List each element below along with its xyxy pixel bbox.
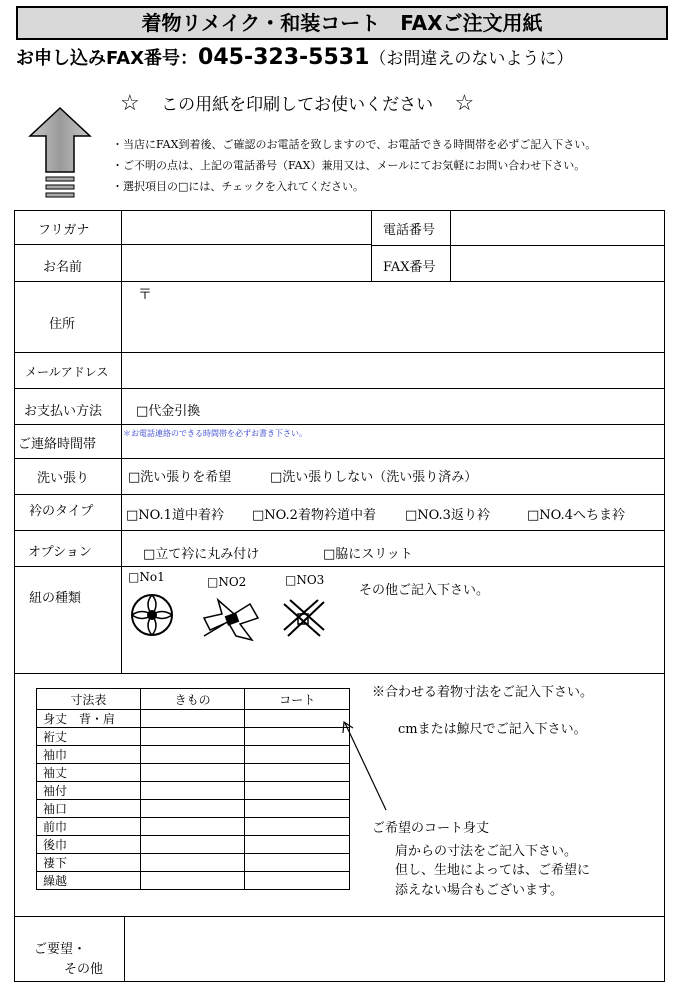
- table-row: [37, 746, 350, 764]
- coat-cell[interactable]: [245, 728, 350, 746]
- string-other-note: その他ご記入下さい。: [359, 583, 490, 598]
- fax-number-line: [16, 44, 573, 70]
- coat-length-title: ご希望のコート身丈: [372, 821, 490, 836]
- fax-label: FAX番号: [383, 260, 436, 275]
- dimension-label: 袖巾: [37, 746, 141, 764]
- kimono-cell[interactable]: [140, 746, 245, 764]
- coat-length-note-2: 但し、生地によっては、ご希望に: [395, 863, 591, 878]
- dimension-header: きもの: [140, 689, 245, 710]
- dimension-label: 褄下: [37, 854, 141, 872]
- form-title: 着物リメイク・和装コート FAXご注文用紙: [16, 6, 668, 40]
- table-row: [37, 710, 350, 728]
- kimono-cell[interactable]: [140, 854, 245, 872]
- kimono-cell[interactable]: [140, 728, 245, 746]
- postal-mark: 〒: [138, 287, 152, 303]
- table-row: [37, 800, 350, 818]
- table-row: [37, 872, 350, 890]
- dimension-label: 前巾: [37, 818, 141, 836]
- coat-cell[interactable]: [245, 764, 350, 782]
- note-line: ・当店にFAX到着後、ご確認のお電話を致しますので、お電話できる時間帯を必ずご記入下さい。: [112, 138, 597, 151]
- contact-time-note: ＊お電話連絡のできる時間帯を必ずお書き下さい。: [123, 429, 307, 438]
- note-line: ・選択項目の□には、チェックを入れてください。: [112, 180, 365, 193]
- phone-label: 電話番号: [383, 223, 436, 238]
- dimension-label: 後巾: [37, 836, 141, 854]
- star-icon: ☆: [120, 91, 140, 116]
- kimono-cell[interactable]: [140, 800, 245, 818]
- coat-cell[interactable]: [245, 872, 350, 890]
- email-label: メールアドレス: [25, 365, 109, 379]
- coat-cell[interactable]: [245, 746, 350, 764]
- dimension-header: 寸法表: [37, 689, 141, 710]
- string-no3-checkbox[interactable]: □NO3: [285, 573, 325, 587]
- payment-label: お支払い方法: [24, 404, 103, 419]
- contact-time-label: ご連絡時間帯: [18, 437, 97, 452]
- wash-no-checkbox[interactable]: □洗い張りしない（洗い張り済み）: [270, 470, 478, 485]
- fax-number: 045-323-5531: [198, 45, 370, 70]
- string-no1-illustration-icon: [126, 590, 178, 640]
- dimension-header: コート: [245, 689, 350, 710]
- fax-note: （お問違えのないように）: [369, 49, 574, 69]
- payment-cod-checkbox[interactable]: □代金引換: [136, 404, 201, 419]
- dimension-label: 袖付: [37, 782, 141, 800]
- print-notice: [120, 90, 474, 116]
- kimono-cell[interactable]: [140, 710, 245, 728]
- coat-length-note-3: 添えない場合もございます。: [395, 883, 563, 898]
- string-no3-illustration-icon: [280, 598, 328, 640]
- furigana-label: フリガナ: [38, 223, 90, 238]
- address-label: 住所: [49, 317, 76, 332]
- coat-cell[interactable]: [245, 854, 350, 872]
- string-no1-checkbox[interactable]: □No1: [128, 570, 165, 584]
- table-row: [37, 764, 350, 782]
- table-row: [37, 836, 350, 854]
- string-no2-checkbox[interactable]: □NO2: [207, 575, 247, 589]
- collar-no2-checkbox[interactable]: □NO.2着物衿道中着: [252, 508, 376, 523]
- dimension-label: 袖口: [37, 800, 141, 818]
- coat-cell[interactable]: [245, 818, 350, 836]
- string-type-label: 紐の種類: [29, 591, 82, 606]
- table-row: [37, 728, 350, 746]
- table-row: [37, 782, 350, 800]
- coat-cell[interactable]: [245, 782, 350, 800]
- kimono-cell[interactable]: [140, 818, 245, 836]
- requests-label-1: ご要望・: [34, 942, 87, 957]
- collar-no1-checkbox[interactable]: □NO.1道中着衿: [126, 508, 224, 523]
- dimension-label: 裄丈: [37, 728, 141, 746]
- coat-length-note-1: 肩からの寸法をご記入下さい。: [395, 844, 578, 859]
- table-row: [37, 854, 350, 872]
- option-round-collar-checkbox[interactable]: □立て衿に丸み付け: [143, 547, 260, 562]
- dimension-label: 袖丈: [37, 764, 141, 782]
- kimono-cell[interactable]: [140, 764, 245, 782]
- instruction-notes: [112, 134, 596, 197]
- star-icon: ☆: [454, 91, 475, 116]
- option-label: オプション: [28, 545, 92, 560]
- requests-label-2: その他: [64, 962, 104, 977]
- collar-label: 衿のタイプ: [29, 504, 94, 519]
- fax-label: お申し込みFAX番号：: [16, 48, 199, 69]
- collar-no4-checkbox[interactable]: □NO.4へちま衿: [527, 508, 625, 523]
- print-notice-text: この用紙を印刷してお使いください: [161, 95, 434, 115]
- kimono-cell[interactable]: [140, 782, 245, 800]
- kimono-cell[interactable]: [140, 836, 245, 854]
- string-no2-illustration-icon: [200, 596, 264, 644]
- option-slit-checkbox[interactable]: □脇にスリット: [323, 547, 413, 562]
- note-line: ・ご不明の点は、上記の電話番号（FAX）兼用又は、メールにてお気軽にお問い合わせ下さい。: [112, 159, 586, 172]
- wash-yes-checkbox[interactable]: □洗い張りを希望: [128, 470, 232, 485]
- dimension-header-row: [37, 689, 350, 710]
- dimension-table: [36, 688, 350, 890]
- kimono-cell[interactable]: [140, 872, 245, 890]
- up-arrow-icon: [28, 106, 92, 202]
- coat-cell[interactable]: [245, 800, 350, 818]
- table-row: [37, 818, 350, 836]
- dimension-note-2: cmまたは鯨尺でご記入下さい。: [398, 722, 587, 737]
- dimension-label: 身丈 背・肩: [37, 710, 141, 728]
- pointer-arrow-icon: [340, 718, 392, 814]
- collar-no3-checkbox[interactable]: □NO.3返り衿: [405, 508, 490, 523]
- dimension-note-1: ※合わせる着物寸法をご記入下さい。: [372, 685, 594, 700]
- dimension-label: 繰越: [37, 872, 141, 890]
- coat-cell[interactable]: [245, 836, 350, 854]
- coat-cell[interactable]: [245, 710, 350, 728]
- name-label: お名前: [43, 260, 83, 275]
- wash-label: 洗い張り: [37, 471, 90, 486]
